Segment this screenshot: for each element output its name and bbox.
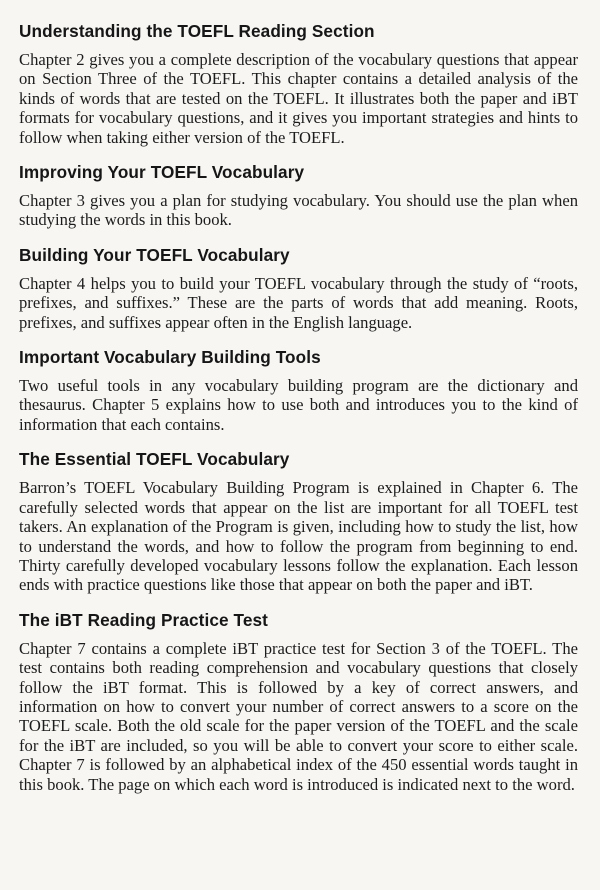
section-body: Chapter 4 helps you to build your TOEFL vocabulary through the study of “roots, prefixes, and suffixes.” These are the parts of words that add meaning. Roots, prefixes, and suffixes appear often in the English language. <box>19 273 578 332</box>
section-body: Two useful tools in any vocabulary building program are the dictionary and thesaurus. Chapter 5 explains how to use both and introduces you to the kind of information that each contains. <box>19 376 578 434</box>
section-body: Chapter 2 gives you a complete description of the vocabulary questions that appear on Section Three of the TOEFL. This chapter contains a detailed analysis of the kinds of words that are tested on the TOEFL. It illustrates both the paper and iBT formats for vocabulary questions, and it gives you important strategies and hints to follow when taking either version of the TOEFL. <box>19 50 578 147</box>
section-building-tools <box>19 346 578 434</box>
section-understanding-reading <box>19 20 578 147</box>
section-heading: Improving Your TOEFL Vocabulary <box>19 162 305 183</box>
section-body: Chapter 7 contains a complete iBT practice test for Section 3 of the TOEFL. The test contains both reading comprehension and vocabulary questions that closely follow the iBT format. This is followed by a key of correct answers, and information on how to convert your number of correct answers to a score on the TOEFL scale. Both the old scale for the paper version of the TOEFL and the scale for the iBT are included, so you will be able to convert your score to either scale. Chapter 7 is followed by an alphabetical index of the 450 essential words taught in this book. The page on which each word is introduced is indicated next to the word. <box>19 638 578 794</box>
section-essential-vocabulary <box>19 448 578 594</box>
section-body: Barron’s TOEFL Vocabulary Building Program is explained in Chapter 6. The carefully selected words that appear on the list are important for all TOEFL test takers. An explanation of the Program is given, including how to study the list, how to understand the words, and how to follow the program from beginning to end. Thirty carefully developed vocabulary lessons follow the explanation. Each lesson ends with practice questions like those that appear on both the paper and iBT. <box>19 478 578 595</box>
section-heading: Important Vocabulary Building Tools <box>19 347 321 368</box>
section-body: Chapter 3 gives you a plan for studying vocabulary. You should use the plan when studying the words in this book. <box>19 191 578 230</box>
section-heading: Understanding the TOEFL Reading Section <box>19 21 375 41</box>
section-heading: The Essential TOEFL Vocabulary <box>19 449 290 470</box>
section-heading: The iBT Reading Practice Test <box>19 609 268 630</box>
section-heading: Building Your TOEFL Vocabulary <box>19 244 290 265</box>
section-ibt-practice-test <box>19 609 578 794</box>
section-building-vocabulary <box>19 244 578 332</box>
section-improving-vocabulary <box>19 161 578 230</box>
